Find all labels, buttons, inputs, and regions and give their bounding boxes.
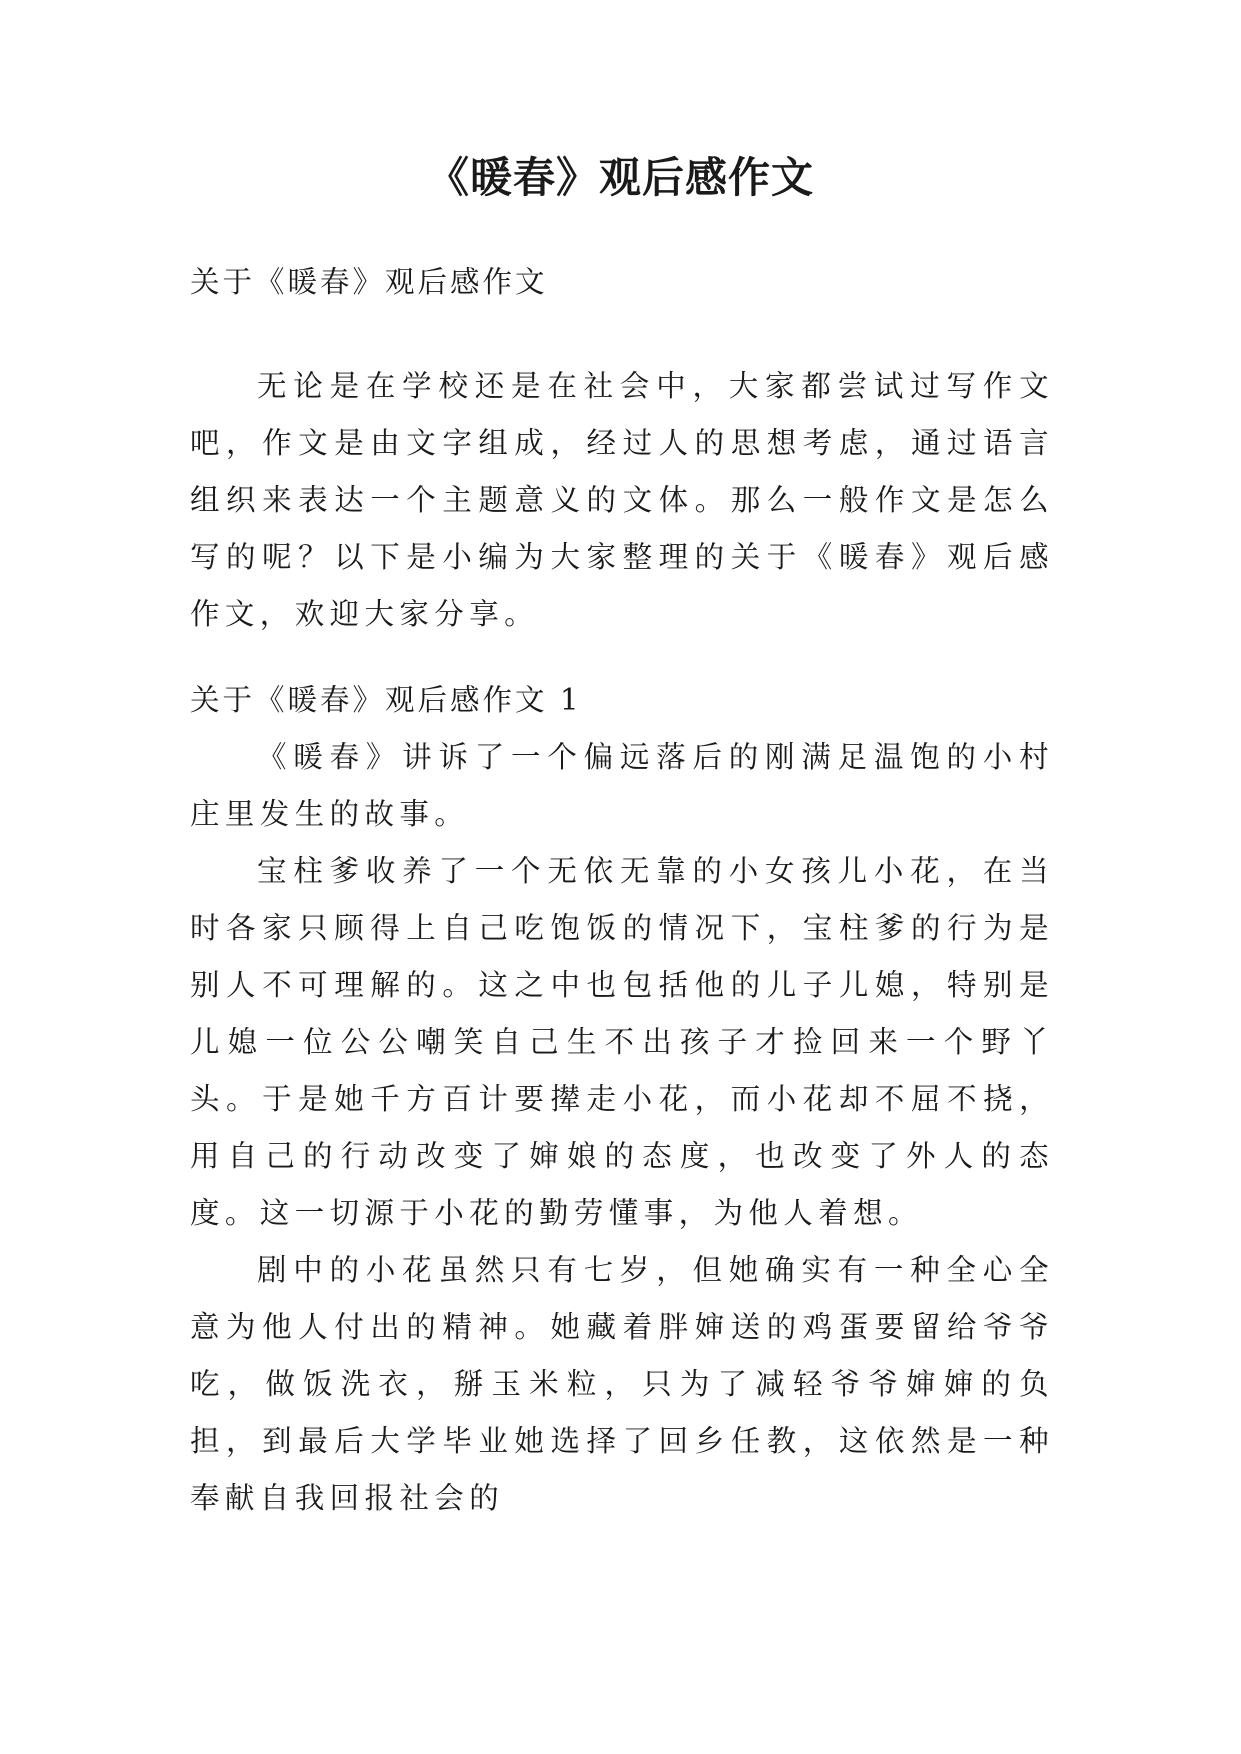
body-paragraph: 剧中的小花虽然只有七岁，但她确实有一种全心全意为他人付出的精神。她藏着胖婶送的鸡蛋要留给爷爷吃，做饭洗衣，掰玉米粒，只为了减轻爷爷婶婶的负担，到最后大学毕业她选择了回乡任教，这依然是一种奉献自我回报社会的	[190, 1253, 1054, 1515]
intro-paragraph: 无论是在学校还是在社会中，大家都尝试过写作文吧，作文是由文字组成，经过人的思想考虑，通过语言组织来表达一个主题意义的文体。那么一般作文是怎么写的呢？以下是小编为大家整理的关于《暖春》观后感作文，欢迎大家分享。	[190, 369, 1054, 631]
body-paragraph: 《暖春》讲诉了一个偏远落后的刚满足温饱的小村庄里发生的故事。	[190, 740, 1054, 831]
document-title: 《暖春》观后感作文	[426, 153, 814, 202]
section-heading: 关于《暖春》观后感作文 1	[190, 683, 582, 717]
body-paragraph: 宝柱爹收养了一个无依无靠的小女孩儿小花，在当时各家只顾得上自己吃饱饭的情况下，宝柱爹的行为是别人不可理解的。这之中也包括他的儿子儿媳，特别是儿媳一位公公嘲笑自己生不出孩子才捡回来一个野丫头。于是她千方百计要撵走小花，而小花却不屈不挠，用自己的行动改变了婶娘的态度，也改变了外人的态度。这一切源于小花的勤劳懂事，为他人着想。	[190, 854, 1054, 1230]
document-subtitle: 关于《暖春》观后感作文	[190, 265, 548, 299]
